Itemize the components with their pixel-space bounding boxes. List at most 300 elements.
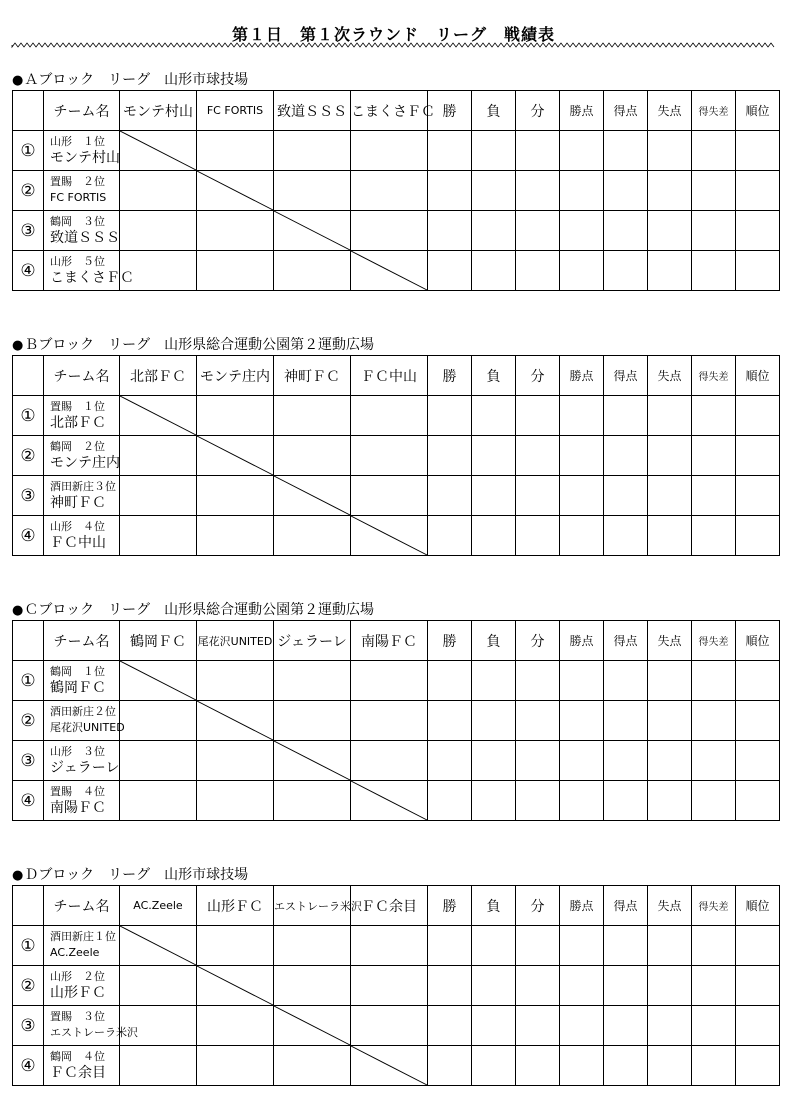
opponent-header: モンテ村山 bbox=[120, 91, 197, 131]
stat-cell[interactable] bbox=[472, 131, 516, 171]
stat-cell[interactable] bbox=[604, 251, 648, 291]
result-cell[interactable] bbox=[351, 131, 428, 171]
stat-cell[interactable] bbox=[472, 1006, 516, 1046]
stat-cell[interactable] bbox=[472, 251, 516, 291]
header-row bbox=[13, 91, 780, 131]
stat-cell[interactable] bbox=[516, 966, 560, 1006]
result-cell[interactable] bbox=[274, 966, 351, 1006]
stat-cell[interactable] bbox=[472, 661, 516, 701]
stat-cell[interactable] bbox=[692, 476, 736, 516]
header-row bbox=[13, 356, 780, 396]
stat-cell[interactable] bbox=[692, 741, 736, 781]
block-1 bbox=[12, 70, 776, 291]
team-seed: 置賜 ３位 bbox=[50, 1009, 105, 1023]
stat-cell[interactable] bbox=[648, 1006, 692, 1046]
stat-cell[interactable] bbox=[648, 251, 692, 291]
stat-cell[interactable] bbox=[692, 1046, 736, 1086]
stat-cell[interactable] bbox=[516, 926, 560, 966]
stat-cell[interactable] bbox=[428, 1046, 472, 1086]
stat-cell[interactable] bbox=[604, 131, 648, 171]
team-name: 南陽ＦＣ bbox=[50, 799, 106, 816]
stat-header: 失点 bbox=[648, 886, 692, 926]
self-match-cell bbox=[351, 1046, 428, 1086]
stat-cell[interactable] bbox=[516, 741, 560, 781]
stat-cell[interactable] bbox=[648, 131, 692, 171]
stat-cell[interactable] bbox=[648, 396, 692, 436]
stat-cell[interactable] bbox=[692, 211, 736, 251]
result-cell[interactable] bbox=[351, 701, 428, 741]
stat-header: 得失差 bbox=[692, 356, 736, 396]
stat-cell[interactable] bbox=[472, 516, 516, 556]
stat-cell[interactable] bbox=[472, 436, 516, 476]
stat-cell[interactable] bbox=[604, 171, 648, 211]
stat-cell[interactable] bbox=[560, 516, 604, 556]
stat-header: 勝点 bbox=[560, 621, 604, 661]
self-match-cell bbox=[120, 926, 197, 966]
stat-cell[interactable] bbox=[648, 1046, 692, 1086]
stat-cell[interactable] bbox=[604, 436, 648, 476]
stat-cell[interactable] bbox=[604, 516, 648, 556]
self-match-cell bbox=[120, 661, 197, 701]
row-number: ④ bbox=[13, 251, 44, 291]
team-seed: 置賜 １位 bbox=[50, 399, 105, 413]
stat-cell[interactable] bbox=[428, 251, 472, 291]
stat-cell[interactable] bbox=[736, 701, 780, 741]
stat-cell[interactable] bbox=[560, 926, 604, 966]
stat-cell[interactable] bbox=[560, 476, 604, 516]
result-cell[interactable] bbox=[120, 1006, 197, 1046]
bullet-icon: ● bbox=[12, 338, 24, 353]
row-number: ④ bbox=[13, 1046, 44, 1086]
corner-cell bbox=[13, 621, 44, 661]
result-cell[interactable] bbox=[274, 251, 351, 291]
opponent-header: エストレーラ米沢 bbox=[274, 886, 351, 926]
row-number: ③ bbox=[13, 476, 44, 516]
team-cell bbox=[44, 661, 120, 701]
result-cell[interactable] bbox=[197, 661, 274, 701]
result-cell[interactable] bbox=[197, 211, 274, 251]
stat-header: 負 bbox=[472, 356, 516, 396]
stat-cell[interactable] bbox=[604, 701, 648, 741]
team-seed: 酒田新庄３位 bbox=[50, 479, 116, 493]
stat-cell[interactable] bbox=[472, 926, 516, 966]
stat-cell[interactable] bbox=[472, 966, 516, 1006]
stat-cell[interactable] bbox=[736, 476, 780, 516]
stat-cell[interactable] bbox=[560, 171, 604, 211]
team-name: こまくさＦＣ bbox=[50, 269, 134, 286]
stat-cell[interactable] bbox=[428, 966, 472, 1006]
stat-cell[interactable] bbox=[472, 1046, 516, 1086]
stat-header: 勝 bbox=[428, 91, 472, 131]
stat-header: 勝 bbox=[428, 621, 472, 661]
stat-cell[interactable] bbox=[428, 516, 472, 556]
team-seed: 山形 １位 bbox=[50, 134, 105, 148]
stat-cell[interactable] bbox=[692, 781, 736, 821]
table-row bbox=[13, 1046, 780, 1086]
stat-cell[interactable] bbox=[604, 476, 648, 516]
stat-cell[interactable] bbox=[428, 396, 472, 436]
diagonal-line bbox=[274, 1006, 350, 1045]
stat-cell[interactable] bbox=[516, 1006, 560, 1046]
stat-cell[interactable] bbox=[560, 966, 604, 1006]
stat-header: 分 bbox=[516, 886, 560, 926]
diagonal-line bbox=[351, 251, 427, 290]
stat-header: 分 bbox=[516, 91, 560, 131]
result-cell[interactable] bbox=[197, 1006, 274, 1046]
result-cell[interactable] bbox=[120, 211, 197, 251]
stat-cell[interactable] bbox=[736, 516, 780, 556]
self-match-cell bbox=[351, 516, 428, 556]
stat-cell[interactable] bbox=[692, 926, 736, 966]
stat-header: 順位 bbox=[736, 621, 780, 661]
stat-cell[interactable] bbox=[472, 211, 516, 251]
row-number: ④ bbox=[13, 516, 44, 556]
team-name: 山形ＦＣ bbox=[50, 984, 106, 1001]
result-cell[interactable] bbox=[120, 701, 197, 741]
result-cell[interactable] bbox=[274, 781, 351, 821]
stat-cell[interactable] bbox=[736, 781, 780, 821]
self-match-cell bbox=[274, 1006, 351, 1046]
stat-cell[interactable] bbox=[560, 251, 604, 291]
table-row bbox=[13, 701, 780, 741]
result-cell[interactable] bbox=[351, 1006, 428, 1046]
stat-cell[interactable] bbox=[428, 476, 472, 516]
stat-cell[interactable] bbox=[560, 741, 604, 781]
stat-cell[interactable] bbox=[604, 1046, 648, 1086]
result-cell[interactable] bbox=[274, 701, 351, 741]
stat-cell[interactable] bbox=[648, 926, 692, 966]
diagonal-line bbox=[274, 476, 350, 515]
table-row bbox=[13, 1006, 780, 1046]
stat-cell[interactable] bbox=[428, 661, 472, 701]
table-row bbox=[13, 741, 780, 781]
stat-cell[interactable] bbox=[428, 741, 472, 781]
stat-cell[interactable] bbox=[428, 436, 472, 476]
stat-cell[interactable] bbox=[516, 131, 560, 171]
stat-cell[interactable] bbox=[648, 211, 692, 251]
stat-cell[interactable] bbox=[604, 781, 648, 821]
stat-cell[interactable] bbox=[560, 781, 604, 821]
stat-cell[interactable] bbox=[736, 1006, 780, 1046]
result-cell[interactable] bbox=[351, 436, 428, 476]
diagonal-line bbox=[197, 966, 273, 1005]
self-match-cell bbox=[197, 966, 274, 1006]
result-cell[interactable] bbox=[351, 966, 428, 1006]
stat-cell[interactable] bbox=[736, 1046, 780, 1086]
row-number: ③ bbox=[13, 211, 44, 251]
diagonal-line bbox=[274, 211, 350, 250]
self-match-cell bbox=[274, 476, 351, 516]
opponent-header: ＦＣ余目 bbox=[351, 886, 428, 926]
self-match-cell bbox=[351, 781, 428, 821]
stat-cell[interactable] bbox=[428, 1006, 472, 1046]
header-row bbox=[13, 621, 780, 661]
block-title-text: Ｂブロック リーグ 山形県総合運動公園第２運動広場 bbox=[24, 337, 375, 353]
result-cell[interactable] bbox=[120, 516, 197, 556]
result-cell[interactable] bbox=[274, 1046, 351, 1086]
stat-header: 勝点 bbox=[560, 886, 604, 926]
result-cell[interactable] bbox=[120, 436, 197, 476]
row-number: ③ bbox=[13, 1006, 44, 1046]
diagonal-line bbox=[351, 781, 427, 820]
stat-cell[interactable] bbox=[692, 966, 736, 1006]
result-cell[interactable] bbox=[120, 476, 197, 516]
stat-header: 勝点 bbox=[560, 91, 604, 131]
stat-cell[interactable] bbox=[560, 1006, 604, 1046]
result-cell[interactable] bbox=[197, 396, 274, 436]
result-cell[interactable] bbox=[351, 661, 428, 701]
diagonal-line bbox=[351, 1046, 427, 1085]
stat-cell[interactable] bbox=[648, 781, 692, 821]
team-seed: 置賜 ２位 bbox=[50, 174, 105, 188]
stat-cell[interactable] bbox=[736, 251, 780, 291]
stat-cell[interactable] bbox=[560, 1046, 604, 1086]
team-seed: 山形 ３位 bbox=[50, 744, 105, 758]
block-title-text: Ａブロック リーグ 山形市球技場 bbox=[24, 72, 249, 88]
team-name: 尾花沢UNITED bbox=[50, 720, 125, 734]
stat-header: 勝 bbox=[428, 886, 472, 926]
stat-header: 勝点 bbox=[560, 356, 604, 396]
result-cell[interactable] bbox=[274, 171, 351, 211]
result-cell[interactable] bbox=[274, 661, 351, 701]
bullet-icon: ● bbox=[12, 73, 24, 88]
stat-header: 得失差 bbox=[692, 621, 736, 661]
stat-cell[interactable] bbox=[648, 171, 692, 211]
stat-cell[interactable] bbox=[472, 741, 516, 781]
stat-cell[interactable] bbox=[736, 131, 780, 171]
stat-cell[interactable] bbox=[736, 396, 780, 436]
stat-cell[interactable] bbox=[428, 926, 472, 966]
stat-cell[interactable] bbox=[736, 211, 780, 251]
stat-cell[interactable] bbox=[516, 211, 560, 251]
opponent-header: 鶴岡ＦＣ bbox=[120, 621, 197, 661]
stat-cell[interactable] bbox=[472, 781, 516, 821]
row-number: ② bbox=[13, 966, 44, 1006]
table-row bbox=[13, 396, 780, 436]
result-cell[interactable] bbox=[351, 396, 428, 436]
team-cell bbox=[44, 781, 120, 821]
stat-cell[interactable] bbox=[604, 1006, 648, 1046]
result-cell[interactable] bbox=[197, 926, 274, 966]
stat-header: 勝 bbox=[428, 356, 472, 396]
stat-cell[interactable] bbox=[692, 661, 736, 701]
result-cell[interactable] bbox=[274, 131, 351, 171]
result-cell[interactable] bbox=[120, 251, 197, 291]
team-seed: 鶴岡 １位 bbox=[50, 664, 105, 678]
bullet-icon: ● bbox=[12, 603, 24, 618]
team-seed: 鶴岡 ３位 bbox=[50, 214, 105, 228]
self-match-cell bbox=[120, 131, 197, 171]
team-name: 神町ＦＣ bbox=[50, 494, 106, 511]
team-seed: 置賜 ４位 bbox=[50, 784, 105, 798]
result-cell[interactable] bbox=[120, 171, 197, 211]
team-cell bbox=[44, 701, 125, 741]
stat-cell[interactable] bbox=[516, 171, 560, 211]
stat-cell[interactable] bbox=[648, 741, 692, 781]
block-title bbox=[12, 865, 776, 885]
opponent-header: 致道ＳＳＳ bbox=[274, 91, 351, 131]
stat-cell[interactable] bbox=[736, 926, 780, 966]
stat-cell[interactable] bbox=[472, 396, 516, 436]
stat-cell[interactable] bbox=[604, 211, 648, 251]
team-cell bbox=[44, 741, 120, 781]
block-3 bbox=[12, 600, 776, 821]
stat-cell[interactable] bbox=[648, 476, 692, 516]
block-4 bbox=[12, 865, 776, 1086]
stat-cell[interactable] bbox=[560, 131, 604, 171]
corner-cell bbox=[13, 356, 44, 396]
stat-cell[interactable] bbox=[428, 131, 472, 171]
stat-cell[interactable] bbox=[648, 436, 692, 476]
result-cell[interactable] bbox=[351, 171, 428, 211]
opponent-header: FC FORTIS bbox=[197, 91, 274, 131]
standings-table bbox=[12, 90, 780, 291]
table-row bbox=[13, 966, 780, 1006]
table-row bbox=[13, 211, 780, 251]
stat-cell[interactable] bbox=[692, 131, 736, 171]
stat-cell[interactable] bbox=[604, 661, 648, 701]
result-cell[interactable] bbox=[274, 436, 351, 476]
stat-cell[interactable] bbox=[516, 516, 560, 556]
team-name: 致道ＳＳＳ bbox=[50, 229, 120, 246]
stat-cell[interactable] bbox=[692, 516, 736, 556]
stat-cell[interactable] bbox=[604, 926, 648, 966]
stat-cell[interactable] bbox=[516, 436, 560, 476]
team-cell bbox=[44, 131, 120, 171]
block-title bbox=[12, 335, 776, 355]
stat-cell[interactable] bbox=[428, 781, 472, 821]
result-cell[interactable] bbox=[351, 926, 428, 966]
stat-cell[interactable] bbox=[648, 661, 692, 701]
stat-cell[interactable] bbox=[692, 701, 736, 741]
team-cell bbox=[44, 211, 120, 251]
stat-header: 失点 bbox=[648, 621, 692, 661]
result-cell[interactable] bbox=[197, 1046, 274, 1086]
result-cell[interactable] bbox=[351, 476, 428, 516]
stat-header: 失点 bbox=[648, 356, 692, 396]
row-number: ② bbox=[13, 171, 44, 211]
team-cell bbox=[44, 966, 120, 1006]
stat-cell[interactable] bbox=[692, 396, 736, 436]
stat-cell[interactable] bbox=[692, 436, 736, 476]
result-cell[interactable] bbox=[197, 131, 274, 171]
diagonal-line bbox=[120, 396, 196, 435]
stat-cell[interactable] bbox=[428, 211, 472, 251]
stat-cell[interactable] bbox=[560, 661, 604, 701]
stat-cell[interactable] bbox=[516, 1046, 560, 1086]
stat-cell[interactable] bbox=[516, 661, 560, 701]
standings-table bbox=[12, 355, 780, 556]
diagonal-line bbox=[197, 436, 273, 475]
stat-cell[interactable] bbox=[560, 701, 604, 741]
team-name: ＦＣ中山 bbox=[50, 534, 106, 551]
page-title: 第１日 第１次ラウンド リーグ 戦績表 bbox=[231, 25, 555, 44]
opponent-header: 山形ＦＣ bbox=[197, 886, 274, 926]
result-cell[interactable] bbox=[120, 781, 197, 821]
stat-cell[interactable] bbox=[428, 701, 472, 741]
stat-cell[interactable] bbox=[692, 171, 736, 211]
stat-cell[interactable] bbox=[560, 396, 604, 436]
team-cell bbox=[44, 171, 120, 211]
stat-cell[interactable] bbox=[560, 436, 604, 476]
result-cell[interactable] bbox=[274, 926, 351, 966]
stat-cell[interactable] bbox=[428, 171, 472, 211]
stat-cell[interactable] bbox=[648, 701, 692, 741]
stat-cell[interactable] bbox=[604, 741, 648, 781]
result-cell[interactable] bbox=[197, 781, 274, 821]
stat-header: 負 bbox=[472, 621, 516, 661]
team-seed: 鶴岡 ４位 bbox=[50, 1049, 105, 1063]
table-row bbox=[13, 781, 780, 821]
stat-cell[interactable] bbox=[516, 701, 560, 741]
stat-cell[interactable] bbox=[736, 741, 780, 781]
opponent-header: 北部ＦＣ bbox=[120, 356, 197, 396]
team-cell bbox=[44, 1046, 120, 1086]
stat-cell[interactable] bbox=[736, 966, 780, 1006]
result-cell[interactable] bbox=[274, 396, 351, 436]
stat-cell[interactable] bbox=[516, 396, 560, 436]
self-match-cell bbox=[120, 396, 197, 436]
diagonal-line bbox=[120, 926, 196, 965]
row-number: ② bbox=[13, 701, 44, 741]
stat-cell[interactable] bbox=[736, 661, 780, 701]
result-cell[interactable] bbox=[120, 741, 197, 781]
stat-cell[interactable] bbox=[472, 476, 516, 516]
result-cell[interactable] bbox=[120, 1046, 197, 1086]
corner-cell bbox=[13, 886, 44, 926]
stat-cell[interactable] bbox=[604, 966, 648, 1006]
standings-table bbox=[12, 620, 780, 821]
result-cell[interactable] bbox=[274, 516, 351, 556]
row-number: ① bbox=[13, 926, 44, 966]
stat-cell[interactable] bbox=[516, 476, 560, 516]
stat-cell[interactable] bbox=[604, 396, 648, 436]
team-cell bbox=[44, 926, 120, 966]
corner-cell bbox=[13, 91, 44, 131]
stat-cell[interactable] bbox=[648, 516, 692, 556]
stat-cell[interactable] bbox=[648, 966, 692, 1006]
stat-cell[interactable] bbox=[516, 251, 560, 291]
result-cell[interactable] bbox=[197, 516, 274, 556]
stat-cell[interactable] bbox=[736, 171, 780, 211]
stat-header: 分 bbox=[516, 621, 560, 661]
row-number: ① bbox=[13, 396, 44, 436]
stat-cell[interactable] bbox=[472, 171, 516, 211]
stat-header: 得点 bbox=[604, 886, 648, 926]
team-cell bbox=[44, 251, 134, 291]
stat-header: 得点 bbox=[604, 621, 648, 661]
stat-cell[interactable] bbox=[692, 1006, 736, 1046]
result-cell[interactable] bbox=[351, 211, 428, 251]
stat-cell[interactable] bbox=[516, 781, 560, 821]
stat-cell[interactable] bbox=[472, 701, 516, 741]
team-seed: 酒田新庄１位 bbox=[50, 929, 116, 943]
table-row bbox=[13, 661, 780, 701]
standings-table bbox=[12, 885, 780, 1086]
stat-cell[interactable] bbox=[736, 436, 780, 476]
result-cell[interactable] bbox=[197, 476, 274, 516]
result-cell[interactable] bbox=[197, 741, 274, 781]
stat-cell[interactable] bbox=[560, 211, 604, 251]
table-row bbox=[13, 516, 780, 556]
stat-cell[interactable] bbox=[692, 251, 736, 291]
result-cell[interactable] bbox=[351, 741, 428, 781]
stat-header: 負 bbox=[472, 91, 516, 131]
team-cell bbox=[44, 1006, 138, 1046]
result-cell[interactable] bbox=[197, 251, 274, 291]
header-row bbox=[13, 886, 780, 926]
result-cell[interactable] bbox=[120, 966, 197, 1006]
